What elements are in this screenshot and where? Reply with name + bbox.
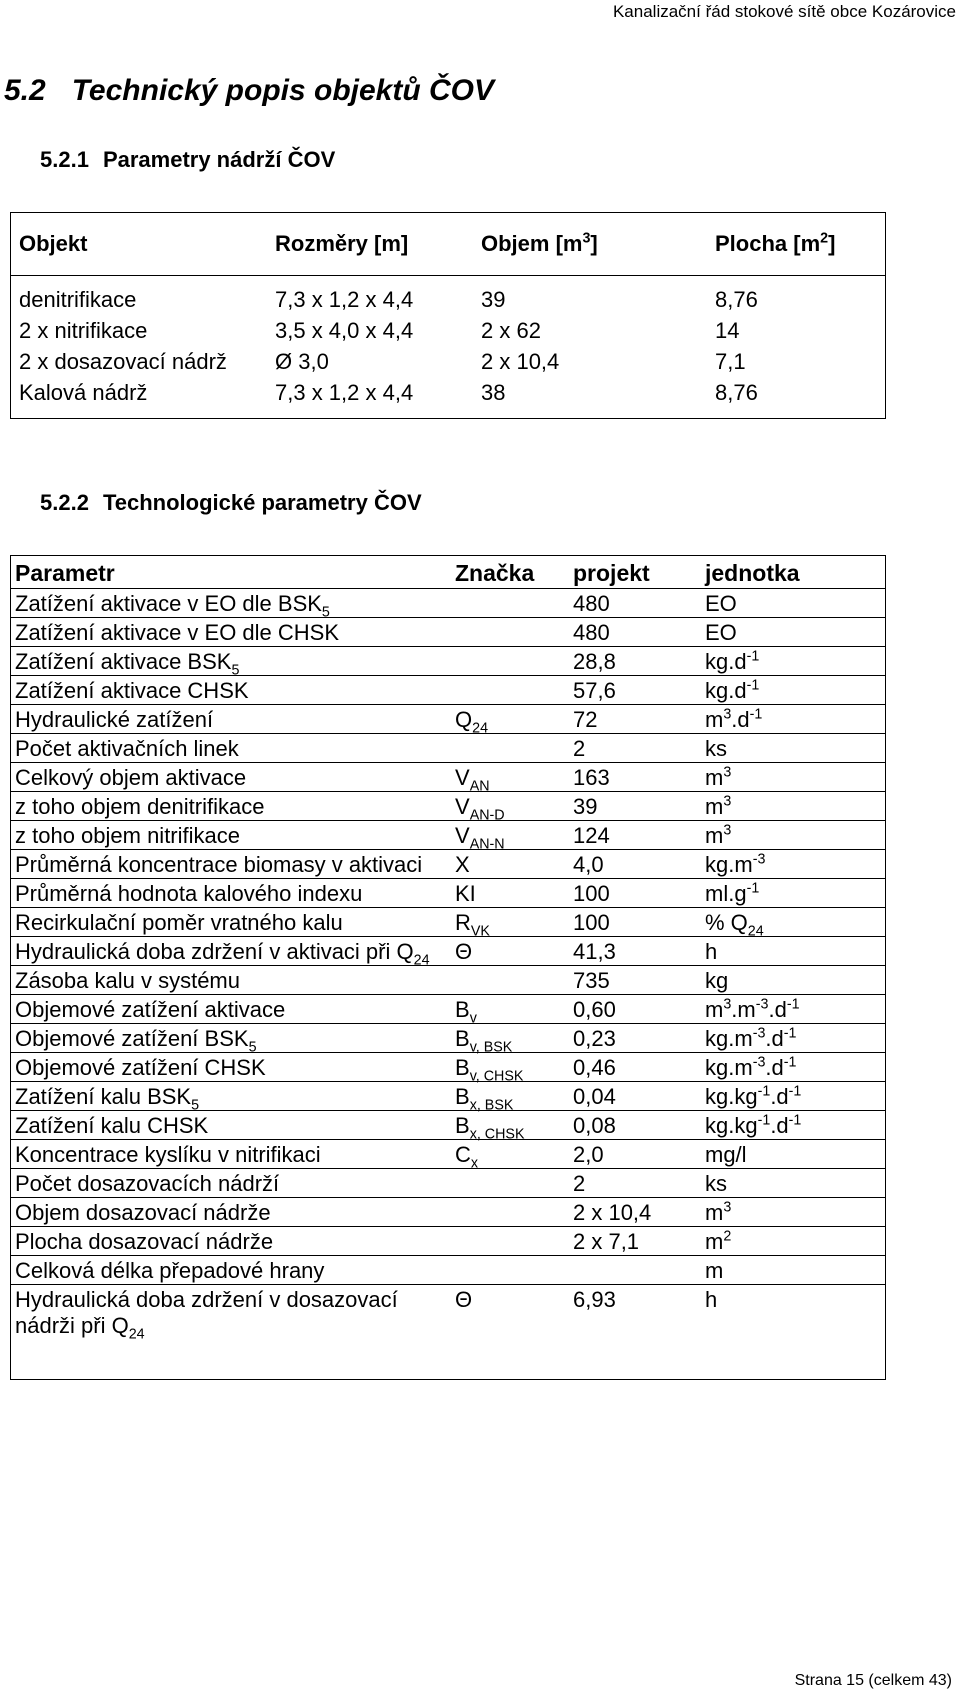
cell-rozmery: Ø 3,0 <box>275 349 329 374</box>
cell-jednotka: $kg.d^{-1}$ <box>701 647 886 676</box>
cell-parametr: Zatížení kalu $BSK_5$ <box>11 1082 452 1111</box>
cell-znacka: KI <box>451 879 569 908</box>
table-row <box>11 1140 886 1169</box>
cell-projekt: 735 <box>569 966 701 995</box>
cell-jednotka: kg <box>701 966 886 995</box>
cell-jednotka: $m^3$ <box>701 1198 886 1227</box>
cell-projekt: 6,93 <box>573 1287 616 1312</box>
cell-jednotka: $ml.g^{-1}$ <box>701 879 886 908</box>
cell-projekt: 2,0 <box>569 1140 701 1169</box>
cell-projekt: 163 <box>569 763 701 792</box>
cell-parametr: Počet dosazovacích nádrží <box>11 1169 452 1198</box>
cell-jednotka: % $Q_{24}$ <box>701 908 886 937</box>
table-row <box>11 1227 886 1256</box>
cell-parametr: Hydraulická doba zdržení v aktivaci při $Q_{24}$ <box>11 937 452 966</box>
page-number: Strana 15 (celkem 43) <box>794 1672 952 1689</box>
table-row <box>11 1024 886 1053</box>
cell-projekt: 41,3 <box>569 937 701 966</box>
cell-projekt: 2 x 10,4 <box>569 1198 701 1227</box>
cell-znacka: X <box>451 850 569 879</box>
cell-parametr: Hydraulické zatížení <box>11 705 452 734</box>
table-row <box>11 1256 886 1285</box>
cell-parametr: Recirkulační poměr vratného kalu <box>11 908 452 937</box>
cell-znacka: $V_{AN-D}$ <box>451 792 569 821</box>
subsection-title: Parametry nádrží ČOV <box>102 147 336 172</box>
cell-parametr: Objemové zatížení aktivace <box>11 995 452 1024</box>
cell-jednotka: $m^3$ <box>701 763 886 792</box>
table-row <box>11 792 886 821</box>
table-row <box>11 647 886 676</box>
table-row <box>11 705 886 734</box>
subsection-number: 5.2.2 <box>40 490 89 515</box>
cell-jednotka: $kg.m^{-3}.d^{-1}$ <box>701 1024 886 1053</box>
table-row <box>11 966 886 995</box>
cell-jednotka: m <box>701 1256 886 1285</box>
cell-objem: 38 <box>481 380 506 405</box>
cell-jednotka: $kg.kg^{-1}.d^{-1}$ <box>701 1111 886 1140</box>
cell-jednotka: $kg.kg^{-1}.d^{-1}$ <box>701 1082 886 1111</box>
cell-parametr: Plocha dosazovací nádrže <box>11 1227 452 1256</box>
column-header-objem: Objem $[m^3]$ <box>473 213 707 276</box>
column-header-parametr: Parametr <box>11 556 452 589</box>
table-header-row <box>11 213 886 276</box>
cell-znacka <box>451 676 569 705</box>
cell-rozmery: 7,3 x 1,2 x 4,4 <box>275 380 414 405</box>
subsection-number: 5.2.1 <box>40 147 89 172</box>
cell-jednotka: ks <box>701 734 886 763</box>
cell-znacka: $B_v$ <box>451 995 569 1024</box>
table-row <box>11 908 886 937</box>
cell-znacka: $B_{x, BSK}$ <box>451 1082 569 1111</box>
cell-parametr: Zatížení aktivace v EO dle $BSK_5$ <box>11 589 452 618</box>
cell-jednotka: ks <box>701 1169 886 1198</box>
cell-parametr: Hydraulická doba zdržení v dosazovací nádrži při $Q_{24}$ <box>15 1287 398 1343</box>
cell-objem: 39 <box>481 287 506 312</box>
column-header-rozmery: Rozměry [m] <box>267 213 473 276</box>
cell-projekt: 480 <box>569 589 701 618</box>
table-row <box>11 379 886 419</box>
cell-parametr: z toho objem denitrifikace <box>11 792 452 821</box>
cell-jednotka: $kg.m^{-3}.d^{-1}$ <box>701 1053 886 1082</box>
cell-parametr: Objem dosazovací nádrže <box>11 1198 452 1227</box>
section-title: Technický popis objektů ČOV <box>71 74 495 107</box>
table-header-row <box>11 556 886 589</box>
column-header-objekt: Objekt <box>11 213 268 276</box>
cell-jednotka: $kg.m^{-3}$ <box>701 850 886 879</box>
cell-znacka: $B_{v, BSK}$ <box>451 1024 569 1053</box>
cell-znacka <box>451 1198 569 1227</box>
column-header-znacka: Značka <box>451 556 569 589</box>
cell-jednotka: EO <box>701 618 886 647</box>
cell-znacka <box>451 734 569 763</box>
cell-projekt: 100 <box>569 879 701 908</box>
cell-parametr: Celková délka přepadové hrany <box>11 1256 452 1285</box>
cell-projekt <box>569 1256 701 1285</box>
table-row <box>11 1111 886 1140</box>
cell-parametr: Zásoba kalu v systému <box>11 966 452 995</box>
cell-projekt: 0,23 <box>569 1024 701 1053</box>
cell-jednotka: $m^3$ <box>701 792 886 821</box>
cell-jednotka: EO <box>701 589 886 618</box>
cell-projekt: 0,60 <box>569 995 701 1024</box>
table-row <box>11 348 886 379</box>
cell-znacka: $B_{x, CHSK}$ <box>451 1111 569 1140</box>
cell-znacka: $C_x$ <box>451 1140 569 1169</box>
cell-znacka <box>451 1227 569 1256</box>
cell-parametr: Zatížení aktivace CHSK <box>11 676 452 705</box>
cell-objekt: 2 x nitrifikace <box>19 318 148 343</box>
cell-jednotka: h <box>705 1287 718 1312</box>
document-header: Kanalizační řád stokové sítě obce Kozárovice <box>612 2 956 21</box>
cell-objem: 2 x 10,4 <box>481 349 560 374</box>
cell-znacka: Θ <box>451 937 569 966</box>
table-row <box>11 1053 886 1082</box>
cell-parametr: Celkový objem aktivace <box>11 763 452 792</box>
cell-znacka <box>451 589 569 618</box>
cell-znacka: Θ <box>455 1287 473 1312</box>
cell-projekt: 39 <box>569 792 701 821</box>
cell-rozmery: 7,3 x 1,2 x 4,4 <box>275 287 414 312</box>
cell-projekt: 0,04 <box>569 1082 701 1111</box>
cell-parametr: Zatížení aktivace $BSK_5$ <box>11 647 452 676</box>
cell-jednotka: $m^3$ <box>701 821 886 850</box>
cell-projekt: 28,8 <box>569 647 701 676</box>
cell-plocha: 8,76 <box>715 380 758 405</box>
cell-znacka: $B_{v, CHSK}$ <box>451 1053 569 1082</box>
table-row <box>11 618 886 647</box>
cell-znacka <box>451 1169 569 1198</box>
cell-rozmery: 3,5 x 4,0 x 4,4 <box>275 318 414 343</box>
cell-plocha: 14 <box>715 318 740 343</box>
table-row <box>11 589 886 618</box>
technology-parameters-table <box>10 555 886 1380</box>
section-heading <box>4 74 494 108</box>
cell-projekt: 2 <box>569 1169 701 1198</box>
table-row <box>11 821 886 850</box>
table-row <box>11 995 886 1024</box>
cell-parametr: Objemové zatížení $BSK_5$ <box>11 1024 452 1053</box>
cell-znacka <box>451 618 569 647</box>
cell-znacka <box>451 1256 569 1285</box>
table-row <box>11 1082 886 1111</box>
table-row <box>11 1198 886 1227</box>
cell-jednotka: h <box>701 937 886 966</box>
table-row <box>11 1285 886 1380</box>
cell-jednotka: $m^3.m^{-3}.d^{-1}$ <box>701 995 886 1024</box>
table-row <box>11 937 886 966</box>
cell-projekt: 100 <box>569 908 701 937</box>
cell-parametr: z toho objem nitrifikace <box>11 821 452 850</box>
cell-znacka: $R_{VK}$ <box>451 908 569 937</box>
cell-objekt: Kalová nádrž <box>19 380 148 405</box>
cell-projekt: 0,08 <box>569 1111 701 1140</box>
cell-objekt: denitrifikace <box>19 287 137 312</box>
cell-projekt: 124 <box>569 821 701 850</box>
cell-znacka: $Q_{24}$ <box>451 705 569 734</box>
section-number: 5.2 <box>4 74 46 107</box>
table-row <box>11 276 886 318</box>
cell-jednotka: mg/l <box>701 1140 886 1169</box>
table-row <box>11 676 886 705</box>
cell-projekt: 57,6 <box>569 676 701 705</box>
cell-projekt: 0,46 <box>569 1053 701 1082</box>
cell-parametr: Zatížení kalu CHSK <box>11 1111 452 1140</box>
table-row <box>11 1169 886 1198</box>
tank-parameters-table <box>10 212 886 419</box>
cell-parametr: Počet aktivačních linek <box>11 734 452 763</box>
subsection-heading-technology <box>40 490 422 516</box>
cell-znacka: $V_{AN-N}$ <box>451 821 569 850</box>
cell-parametr: Průměrná koncentrace biomasy v aktivaci <box>11 850 452 879</box>
column-header-projekt: projekt <box>569 556 701 589</box>
table-row <box>11 317 886 348</box>
cell-znacka <box>451 966 569 995</box>
cell-jednotka: $m^3.d^{-1}$ <box>701 705 886 734</box>
cell-projekt: 72 <box>569 705 701 734</box>
cell-jednotka: $m^2$ <box>701 1227 886 1256</box>
table-row <box>11 763 886 792</box>
cell-parametr: Objemové zatížení CHSK <box>11 1053 452 1082</box>
cell-parametr: Průměrná hodnota kalového indexu <box>11 879 452 908</box>
column-header-jednotka: jednotka <box>701 556 886 589</box>
subsection-title: Technologické parametry ČOV <box>102 490 422 515</box>
cell-plocha: 8,76 <box>715 287 758 312</box>
subsection-heading-tanks <box>40 147 335 173</box>
table-row <box>11 734 886 763</box>
cell-objekt: 2 x dosazovací nádrž <box>19 349 227 374</box>
cell-parametr: Zatížení aktivace v EO dle CHSK <box>11 618 452 647</box>
cell-znacka: $V_{AN}$ <box>451 763 569 792</box>
cell-objem: 2 x 62 <box>481 318 541 343</box>
table-row <box>11 879 886 908</box>
cell-parametr: Koncentrace kyslíku v nitrifikaci <box>11 1140 452 1169</box>
cell-projekt: 2 x 7,1 <box>569 1227 701 1256</box>
cell-jednotka: $kg.d^{-1}$ <box>701 676 886 705</box>
cell-projekt: 480 <box>569 618 701 647</box>
column-header-plocha: Plocha $[m^2]$ <box>707 213 886 276</box>
cell-plocha: 7,1 <box>715 349 746 374</box>
cell-projekt: 2 <box>569 734 701 763</box>
table-row <box>11 850 886 879</box>
cell-projekt: 4,0 <box>569 850 701 879</box>
cell-znacka <box>451 647 569 676</box>
